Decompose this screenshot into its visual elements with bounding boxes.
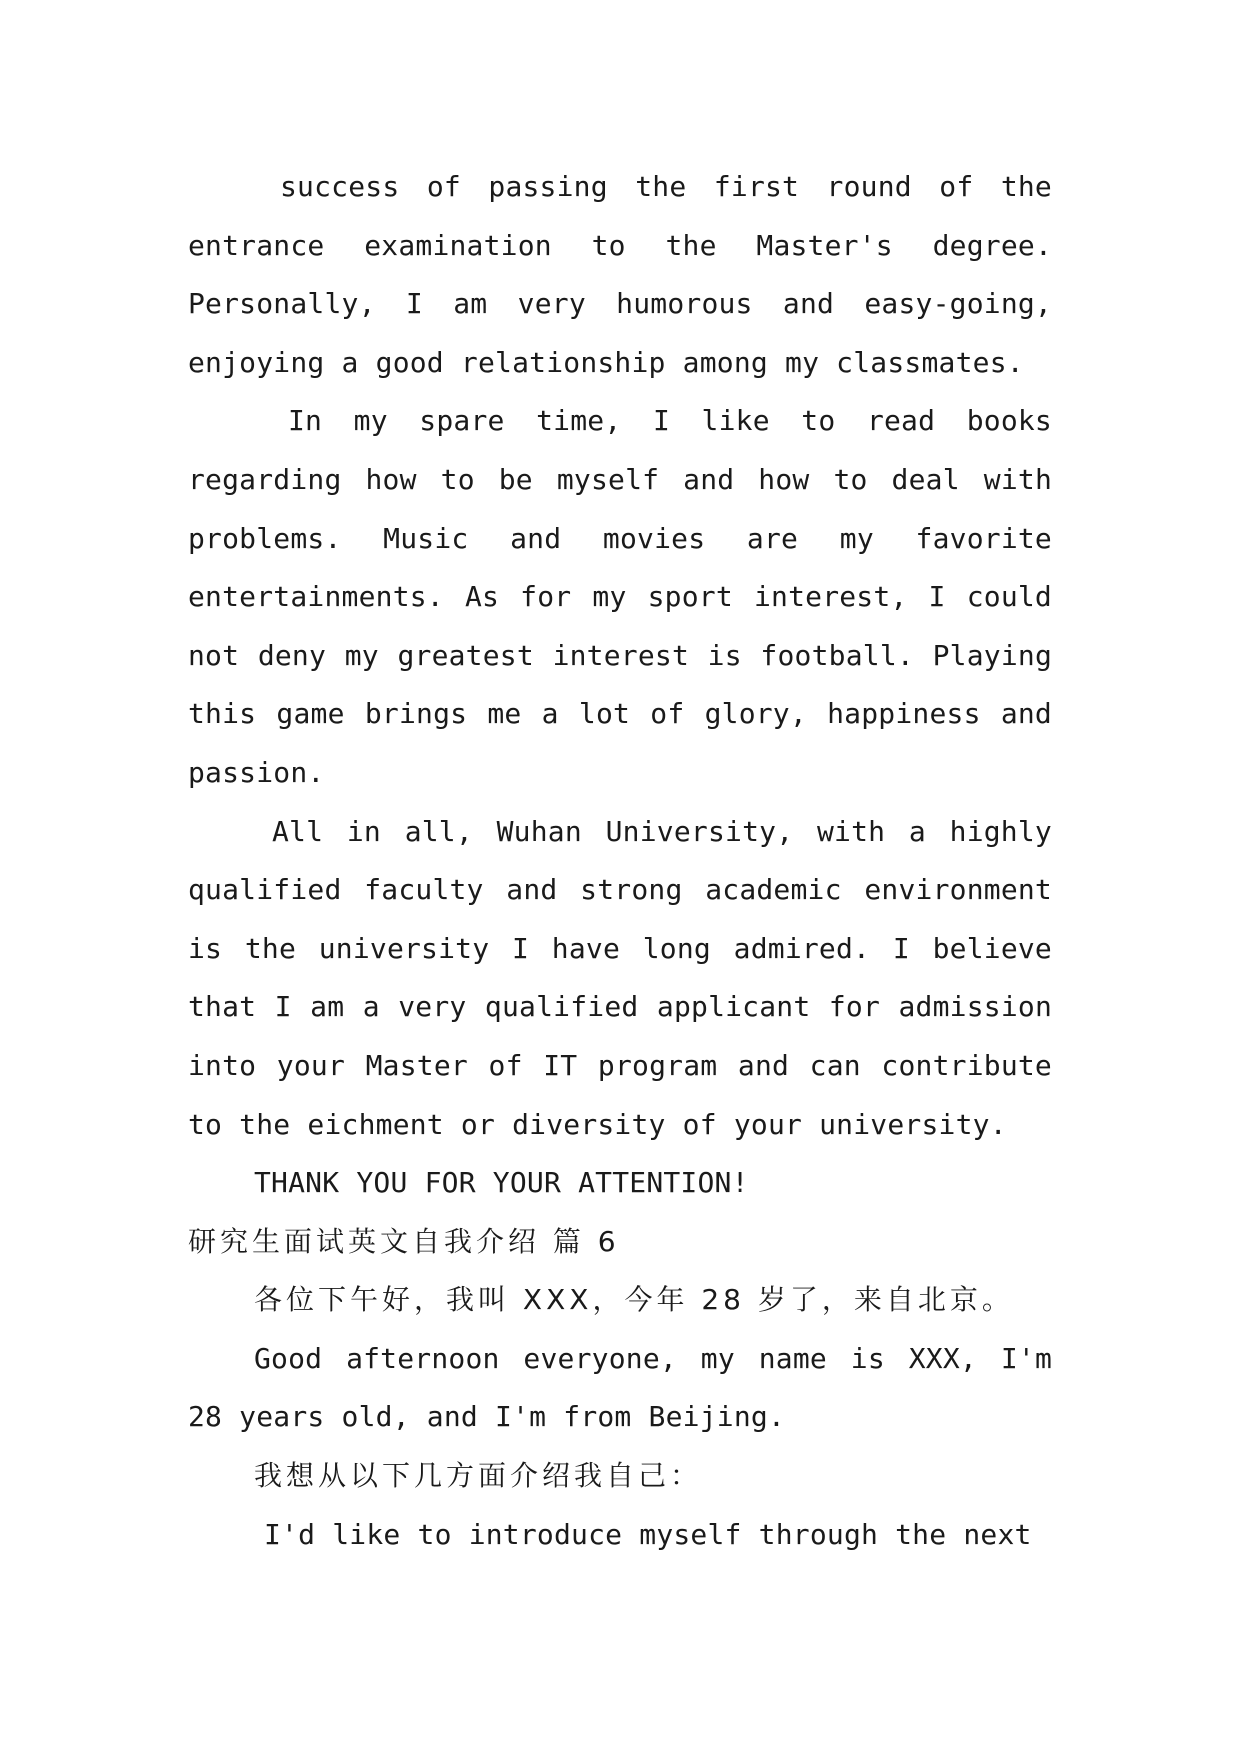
document-body	[188, 158, 1052, 1564]
section-heading: 研究生面试英文自我介绍 篇 6	[188, 1224, 620, 1258]
paragraph-academic-success: success of passing the first round of the entrance examination to the Master's degree. Personally, I am very humorous and easy-going, enjoying a good relationship among my classmates.	[188, 170, 1052, 379]
paragraph-thank-you: THANK YOU FOR YOUR ATTENTION!	[254, 1166, 749, 1200]
paragraph-greeting-chinese: 各位下午好，我叫 XXX，今年 28 岁了，来自北京。	[254, 1283, 1014, 1317]
paragraph-greeting-english: Good afternoon everyone, my name is XXX, I'm 28 years old, and I'm from Beijing.	[188, 1341, 1052, 1434]
paragraph-conclusion: All in all, Wuhan University, with a highly qualified faculty and strong academic environment is the university I have long admired. I believe that I am a very qualified applicant for admission into your Master of IT program and can contribute to the eichment or diversity of your university.	[188, 814, 1052, 1141]
paragraph-intro-chinese: 我想从以下几方面介绍我自己：	[254, 1459, 703, 1493]
paragraph-hobbies: In my spare time, I like to read books regarding how to be myself and how to deal with problems. Music and movies are my favorite entertainments. As for my sport interest, I could not deny my greatest interest is football. Playing this game brings me a lot of glory, happiness and passion.	[188, 404, 1052, 789]
paragraph-intro-english: I'd like to introduce myself through the next	[264, 1517, 1032, 1551]
